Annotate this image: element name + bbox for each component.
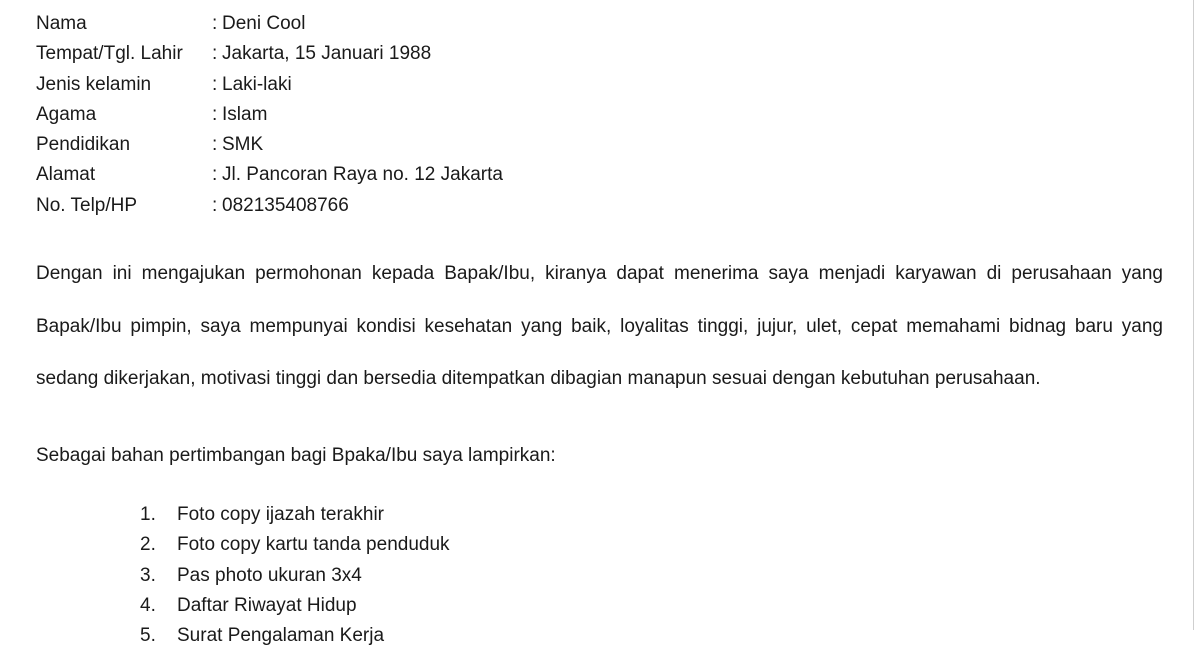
paragraph-line: Bapak/Ibu pimpin, saya mempunyai kondisi kesehatan yang baik, loyalitas tinggi, jujur, ulet, cepat memahami bidnag baru yang <box>36 315 1163 337</box>
list-item-number: 5. <box>140 625 156 647</box>
identity-separator: : <box>212 103 218 125</box>
identity-value: Jl. Pancoran Raya no. 12 Jakarta <box>222 164 503 186</box>
identity-value: SMK <box>222 134 264 156</box>
paragraph-line: sedang dikerjakan, motivasi tinggi dan bersedia ditempatkan dibagian manapun sesuai dengan kebutuhan perusahaan. <box>36 368 1041 389</box>
identity-separator: : <box>212 134 218 156</box>
identity-value: Deni Cool <box>222 13 306 34</box>
identity-separator: : <box>212 43 218 65</box>
attachments-intro: Sebagai bahan pertimbangan bagi Bpaka/Ibu saya lampirkan: <box>36 445 556 466</box>
list-item-text: Surat Pengalaman Kerja <box>177 625 385 647</box>
identity-label: Pendidikan <box>36 134 131 156</box>
list-item <box>140 530 450 560</box>
page-edge-divider <box>1193 0 1194 630</box>
identity-row-no-telp-hp <box>36 191 503 221</box>
identity-label: Nama <box>36 13 87 34</box>
identity-separator: : <box>212 164 218 186</box>
identity-value: Jakarta, 15 Januari 1988 <box>222 43 432 65</box>
identity-separator: : <box>212 13 218 34</box>
list-item-text: Foto copy ijazah terakhir <box>177 504 384 525</box>
list-item-number: 2. <box>140 534 156 556</box>
identity-value: 082135408766 <box>222 194 349 216</box>
identity-label: Jenis kelamin <box>36 73 152 95</box>
attachments-list <box>140 500 450 651</box>
list-item <box>140 561 450 591</box>
identity-label: No. Telp/HP <box>36 194 138 216</box>
identity-value: Islam <box>222 103 268 125</box>
list-item-number: 1. <box>140 504 156 525</box>
paragraph-line: Dengan ini mengajukan permohonan kepada Bapak/Ibu, kiranya dapat menerima saya menjadi karyawan di perusahaan yang <box>36 263 1163 284</box>
identity-value: Laki-laki <box>222 73 292 95</box>
list-item-text: Daftar Riwayat Hidup <box>177 594 357 616</box>
identity-row-tempat-tgl-lahir <box>36 39 503 69</box>
identity-label: Tempat/Tgl. Lahir <box>36 43 183 65</box>
list-item-number: 3. <box>140 564 156 586</box>
list-item <box>140 621 450 651</box>
identity-label: Alamat <box>36 164 96 186</box>
identity-separator: : <box>212 194 218 216</box>
identity-row-agama <box>36 100 503 130</box>
identity-row-alamat <box>36 160 503 190</box>
list-item-text: Pas photo ukuran 3x4 <box>177 564 362 586</box>
identity-separator: : <box>212 73 218 95</box>
list-item-text: Foto copy kartu tanda penduduk <box>177 534 450 556</box>
list-item <box>140 591 450 621</box>
identity-block <box>36 9 503 221</box>
list-item-number: 4. <box>140 594 156 616</box>
list-item <box>140 500 450 530</box>
identity-row-jenis-kelamin <box>36 70 503 100</box>
identity-row-pendidikan <box>36 130 503 160</box>
application-paragraph <box>36 248 1163 406</box>
identity-row-nama <box>36 9 503 39</box>
identity-label: Agama <box>36 103 97 125</box>
